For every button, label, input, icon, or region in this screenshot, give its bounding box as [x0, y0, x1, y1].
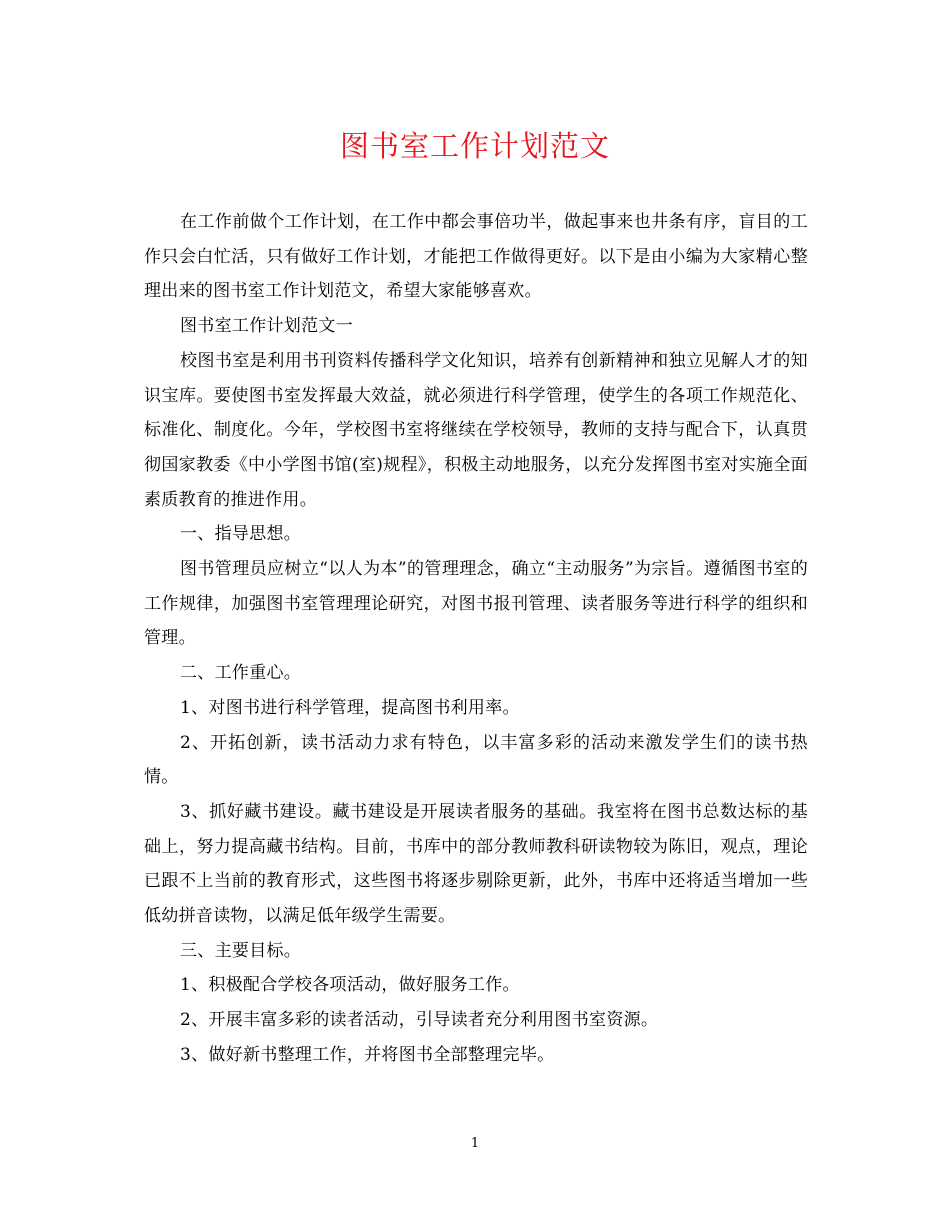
heading-main-goals: 三、主要目标。	[180, 940, 302, 961]
paragraph-section-heading: 图书室工作计划范文一	[180, 316, 353, 337]
list-item-focus-1: 1、对图书进行科学管理，提高图书利用率。	[180, 697, 520, 718]
paragraph-guiding-thought: 图书管理员应树立“以人为本”的管理理念，确立“主动服务”为宗旨。遵循图书室的工作规律，加强图书室管理理论研究，对图书报刊管理、读者服务等进行科学的组织和管理。	[144, 559, 808, 649]
list-item-goal-2: 2、开展丰富多彩的读者活动，引导读者充分利用图书室资源。	[180, 1010, 659, 1031]
document-title: 图书室工作计划范文	[339, 129, 610, 163]
list-item-focus-2: 2、开拓创新，读书活动力求有特色，以丰富多彩的活动来激发学生们的读书热情。	[144, 732, 808, 788]
document-body	[144, 205, 808, 1073]
page-number: 1	[470, 1136, 480, 1151]
paragraph-background: 校图书室是利用书刊资料传播科学文化知识，培养有创新精神和独立见解人才的知识宝库。要使图书室发挥最大效益，就必须进行科学管理，使学生的各项工作规范化、标准化、制度化。今年，学校图书室将继续在学校领导，教师的支持与配合下，认真贯彻国家教委《中小学图书馆(室)规程》，积极主动地服务，以充分发挥图书室对实施全面素质教育的推进作用。	[144, 350, 808, 510]
heading-guiding-thought: 一、指导思想。	[180, 524, 302, 545]
list-item-goal-3: 3、做好新书整理工作，并将图书全部整理完毕。	[180, 1044, 555, 1065]
heading-work-focus: 二、工作重心。	[180, 663, 302, 684]
list-item-goal-1: 1、积极配合学校各项活动，做好服务工作。	[180, 975, 520, 996]
list-item-focus-3: 3、抓好藏书建设。藏书建设是开展读者服务的基础。我室将在图书总数达标的基础上，努力提高藏书结构。目前，书库中的部分教师教科研读物较为陈旧，观点，理论已跟不上当前的教育形式，这些图书将逐步剔除更新，此外，书库中还将适当增加一些低幼拼音读物，以满足低年级学生需要。	[144, 801, 808, 927]
paragraph-intro: 在工作前做个工作计划，在工作中都会事倍功半，做起事来也井条有序，盲目的工作只会白忙活，只有做好工作计划，才能把工作做得更好。以下是由小编为大家精心整理出来的图书室工作计划范文，希望大家能够喜欢。	[144, 212, 808, 302]
